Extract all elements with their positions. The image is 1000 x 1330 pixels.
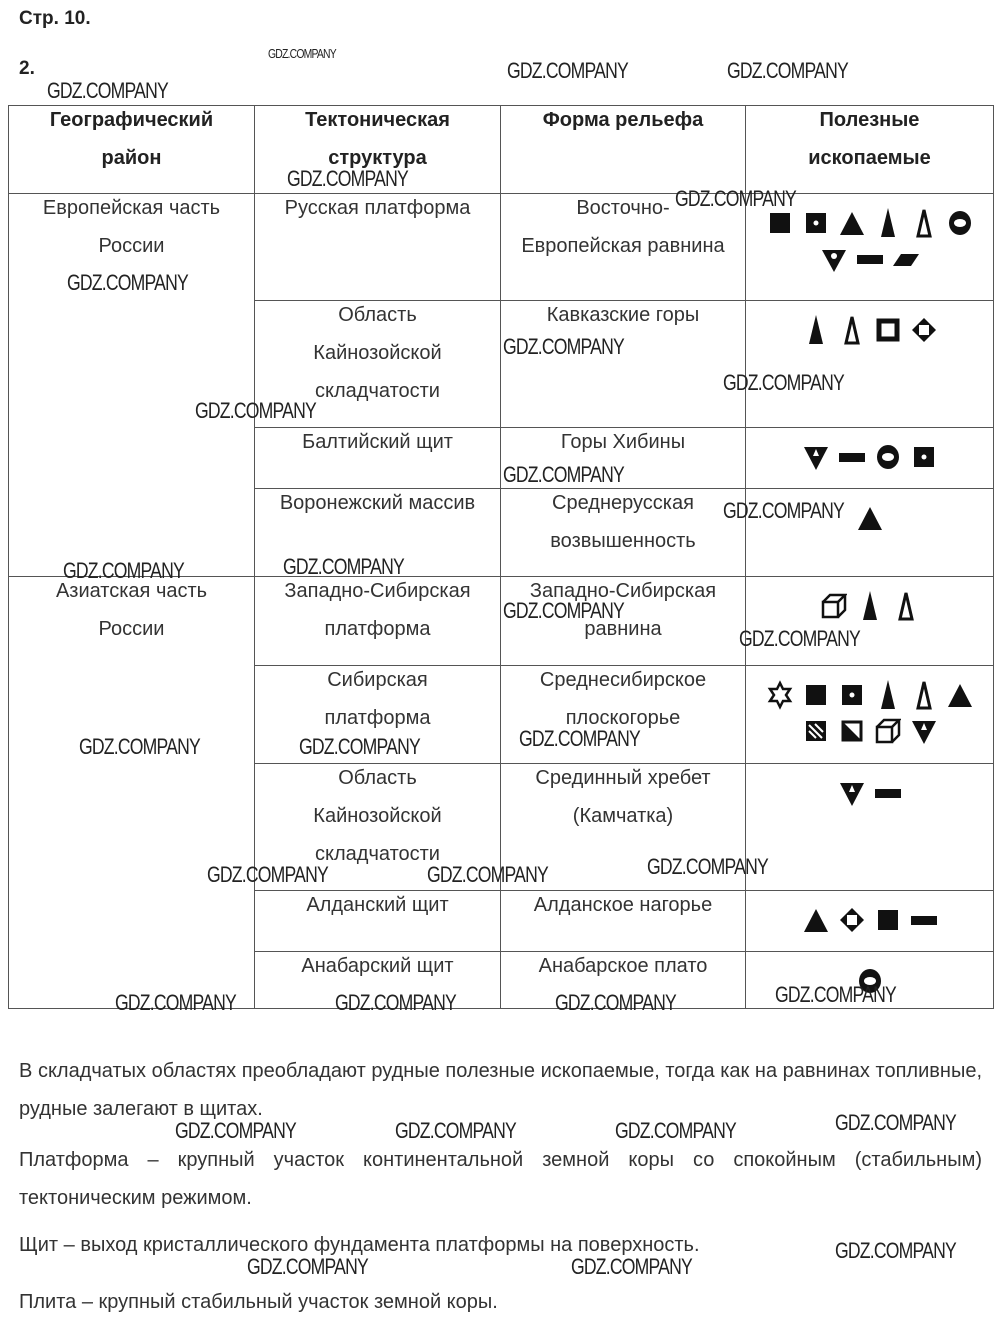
paragraph: Щит – выход кристаллического фундамента платформы на поверхность. xyxy=(19,1234,700,1256)
mineral-symbols xyxy=(746,764,993,808)
structure-cell xyxy=(255,952,501,1009)
triangle-icon xyxy=(857,503,883,533)
relief-cell xyxy=(501,666,746,764)
structure-text: Балтийский щит xyxy=(302,431,453,453)
minerals-cell xyxy=(746,891,994,952)
watermark: GDZ.COMPANY xyxy=(67,270,188,295)
watermark: GDZ.COMPANY xyxy=(739,626,860,651)
mineral-symbols xyxy=(746,301,993,345)
triangle-icon xyxy=(947,680,973,710)
watermark: GDZ.COMPANY xyxy=(503,462,624,487)
triangle-down-tri-icon xyxy=(911,716,937,746)
watermark: GDZ.COMPANY xyxy=(571,1254,692,1279)
bar-icon xyxy=(857,244,883,274)
minerals-cell xyxy=(746,301,994,428)
relief-text: Восточно- Европейская равнина xyxy=(521,197,725,257)
header-cell xyxy=(255,106,501,194)
square-icon xyxy=(767,208,793,238)
watermark: GDZ.COMPANY xyxy=(723,498,844,523)
square-dot-icon xyxy=(911,442,937,472)
relief-cell xyxy=(501,301,746,428)
relief-text: Горы Хибины xyxy=(560,431,686,453)
square-icon xyxy=(875,905,901,935)
header-relief: Форма рельефа xyxy=(542,109,704,131)
structure-text: Область Кайнозойской складчатости xyxy=(313,304,442,402)
watermark: GDZ.COMPANY xyxy=(503,334,624,359)
minerals-cell xyxy=(746,764,994,891)
minerals-cell xyxy=(746,428,994,489)
relief-cell xyxy=(501,952,746,1009)
diagonal-square-icon xyxy=(839,716,865,746)
watermark: GDZ.COMPANY xyxy=(775,982,896,1007)
triangle-down-tri-icon xyxy=(839,778,865,808)
structure-text: Область Кайнозойской складчатости xyxy=(313,767,442,865)
structure-cell xyxy=(255,428,501,489)
watermark: GDZ.COMPANY xyxy=(835,1238,956,1263)
triangle-icon xyxy=(803,905,829,935)
relief-cell xyxy=(501,891,746,952)
cone-outline-icon xyxy=(893,591,919,621)
task-number: 2. xyxy=(19,58,35,79)
structure-cell xyxy=(255,891,501,952)
watermark: GDZ.COMPANY xyxy=(835,1110,956,1135)
parallelogram-icon xyxy=(893,244,919,274)
mineral-symbols xyxy=(746,952,993,996)
ring-icon xyxy=(857,966,883,996)
region-cell xyxy=(9,194,255,577)
structure-text: Русская платформа xyxy=(284,197,471,219)
hatched-square-icon xyxy=(803,716,829,746)
triangle-down-dot-icon xyxy=(821,244,847,274)
square-outline-icon xyxy=(875,315,901,345)
cone-filled-icon xyxy=(875,208,901,238)
triangle-down-tri-icon xyxy=(803,442,829,472)
watermark: GDZ.COMPANY xyxy=(115,990,236,1015)
minerals-cell xyxy=(746,489,994,577)
structure-cell xyxy=(255,764,501,891)
minerals-cell xyxy=(746,952,994,1009)
cone-filled-icon xyxy=(803,315,829,345)
mineral-symbols xyxy=(746,194,993,274)
relief-cell xyxy=(501,489,746,577)
relief-text: Среднерусская возвышенность xyxy=(550,492,696,552)
relief-cell xyxy=(501,577,746,666)
cone-filled-icon xyxy=(875,680,901,710)
structure-cell xyxy=(255,489,501,577)
watermark: GDZ.COMPANY xyxy=(195,398,316,423)
watermark: GDZ.COMPANY xyxy=(675,186,796,211)
header-region: Географический район xyxy=(49,109,214,169)
diamond-outline-icon xyxy=(839,905,865,935)
minerals-cell xyxy=(746,666,994,764)
square-dot-icon xyxy=(839,680,865,710)
cone-outline-icon xyxy=(839,315,865,345)
paragraph: Платформа – крупный участок континентальной земной коры со спокойным (стабильным) тектоническим режимом. xyxy=(19,1149,982,1209)
header-cell xyxy=(9,106,255,194)
relief-cell xyxy=(501,194,746,301)
header-cell xyxy=(501,106,746,194)
mineral-symbols xyxy=(746,428,993,472)
watermark: GDZ.COMPANY xyxy=(47,78,168,103)
watermark: GDZ.COMPANY xyxy=(519,726,640,751)
watermark: GDZ.COMPANY xyxy=(727,58,848,83)
relief-text: Срединный хребет (Камчатка) xyxy=(535,767,711,827)
table-row xyxy=(9,577,994,666)
structure-cell xyxy=(255,666,501,764)
table-header-row xyxy=(9,106,994,194)
header-minerals: Полезные ископаемые xyxy=(808,109,931,169)
bar-icon xyxy=(839,442,865,472)
triangle-icon xyxy=(839,208,865,238)
bar-icon xyxy=(911,905,937,935)
watermark: GDZ.COMPANY xyxy=(647,854,768,879)
structure-cell xyxy=(255,301,501,428)
region-asia: Азиатская часть России xyxy=(55,580,208,640)
watermark: GDZ.COMPANY xyxy=(268,46,336,61)
structure-text: Западно-Сибирская платформа xyxy=(284,580,471,640)
diamond-outline-icon xyxy=(911,315,937,345)
square-icon xyxy=(803,680,829,710)
page-label: Стр. 10. xyxy=(19,8,91,29)
minerals-cell xyxy=(746,577,994,666)
mineral-symbols xyxy=(746,666,993,746)
watermark: GDZ.COMPANY xyxy=(615,1118,736,1143)
cube-icon xyxy=(821,591,847,621)
header-structure: Тектоническая структура xyxy=(305,109,450,169)
relief-text: Алданское нагорье xyxy=(533,894,713,916)
relief-text: Среднесибирское плоскогорье xyxy=(539,669,707,729)
paragraph: В складчатых областях преобладают рудные полезные ископаемые, тогда как на равнинах топливные, рудные залегают в щитах. xyxy=(19,1060,982,1120)
header-cell xyxy=(746,106,994,194)
watermark: GDZ.COMPANY xyxy=(555,990,676,1015)
watermark: GDZ.COMPANY xyxy=(503,598,624,623)
minerals-cell xyxy=(746,194,994,301)
watermark: GDZ.COMPANY xyxy=(175,1118,296,1143)
structure-text: Анабарский щит xyxy=(301,955,454,977)
geology-table xyxy=(8,105,994,1009)
cone-filled-icon xyxy=(857,591,883,621)
relief-text: Анабарское плато xyxy=(538,955,708,977)
cone-outline-icon xyxy=(911,680,937,710)
watermark: GDZ.COMPANY xyxy=(283,554,404,579)
watermark: GDZ.COMPANY xyxy=(207,862,328,887)
watermark: GDZ.COMPANY xyxy=(247,1254,368,1279)
ring-icon xyxy=(947,208,973,238)
structure-text: Сибирская платформа xyxy=(324,669,431,729)
relief-cell xyxy=(501,764,746,891)
mineral-symbols xyxy=(746,891,993,935)
structure-text: Воронежский массив xyxy=(279,492,476,514)
watermark: GDZ.COMPANY xyxy=(63,558,184,583)
paragraph: Плита – крупный стабильный участок земной коры. xyxy=(19,1291,498,1313)
watermark: GDZ.COMPANY xyxy=(427,862,548,887)
mineral-symbols xyxy=(746,489,993,533)
ring-icon xyxy=(875,442,901,472)
relief-text: Кавказские горы xyxy=(546,304,700,326)
square-dot-icon xyxy=(803,208,829,238)
bar-icon xyxy=(875,778,901,808)
table-row xyxy=(9,194,994,301)
mineral-symbols xyxy=(746,577,993,621)
star6-icon xyxy=(767,680,793,710)
watermark: GDZ.COMPANY xyxy=(507,58,628,83)
watermark: GDZ.COMPANY xyxy=(723,370,844,395)
watermark: GDZ.COMPANY xyxy=(79,734,200,759)
region-europe: Европейская часть России xyxy=(42,197,221,257)
watermark: GDZ.COMPANY xyxy=(287,166,408,191)
relief-cell xyxy=(501,428,746,489)
watermark: GDZ.COMPANY xyxy=(335,990,456,1015)
relief-text: Западно-Сибирская равнина xyxy=(529,580,717,640)
watermark: GDZ.COMPANY xyxy=(395,1118,516,1143)
cone-outline-icon xyxy=(911,208,937,238)
watermark: GDZ.COMPANY xyxy=(299,734,420,759)
structure-cell xyxy=(255,577,501,666)
structure-text: Алданский щит xyxy=(306,894,449,916)
structure-cell xyxy=(255,194,501,301)
cube-icon xyxy=(875,716,901,746)
region-cell xyxy=(9,577,255,1009)
